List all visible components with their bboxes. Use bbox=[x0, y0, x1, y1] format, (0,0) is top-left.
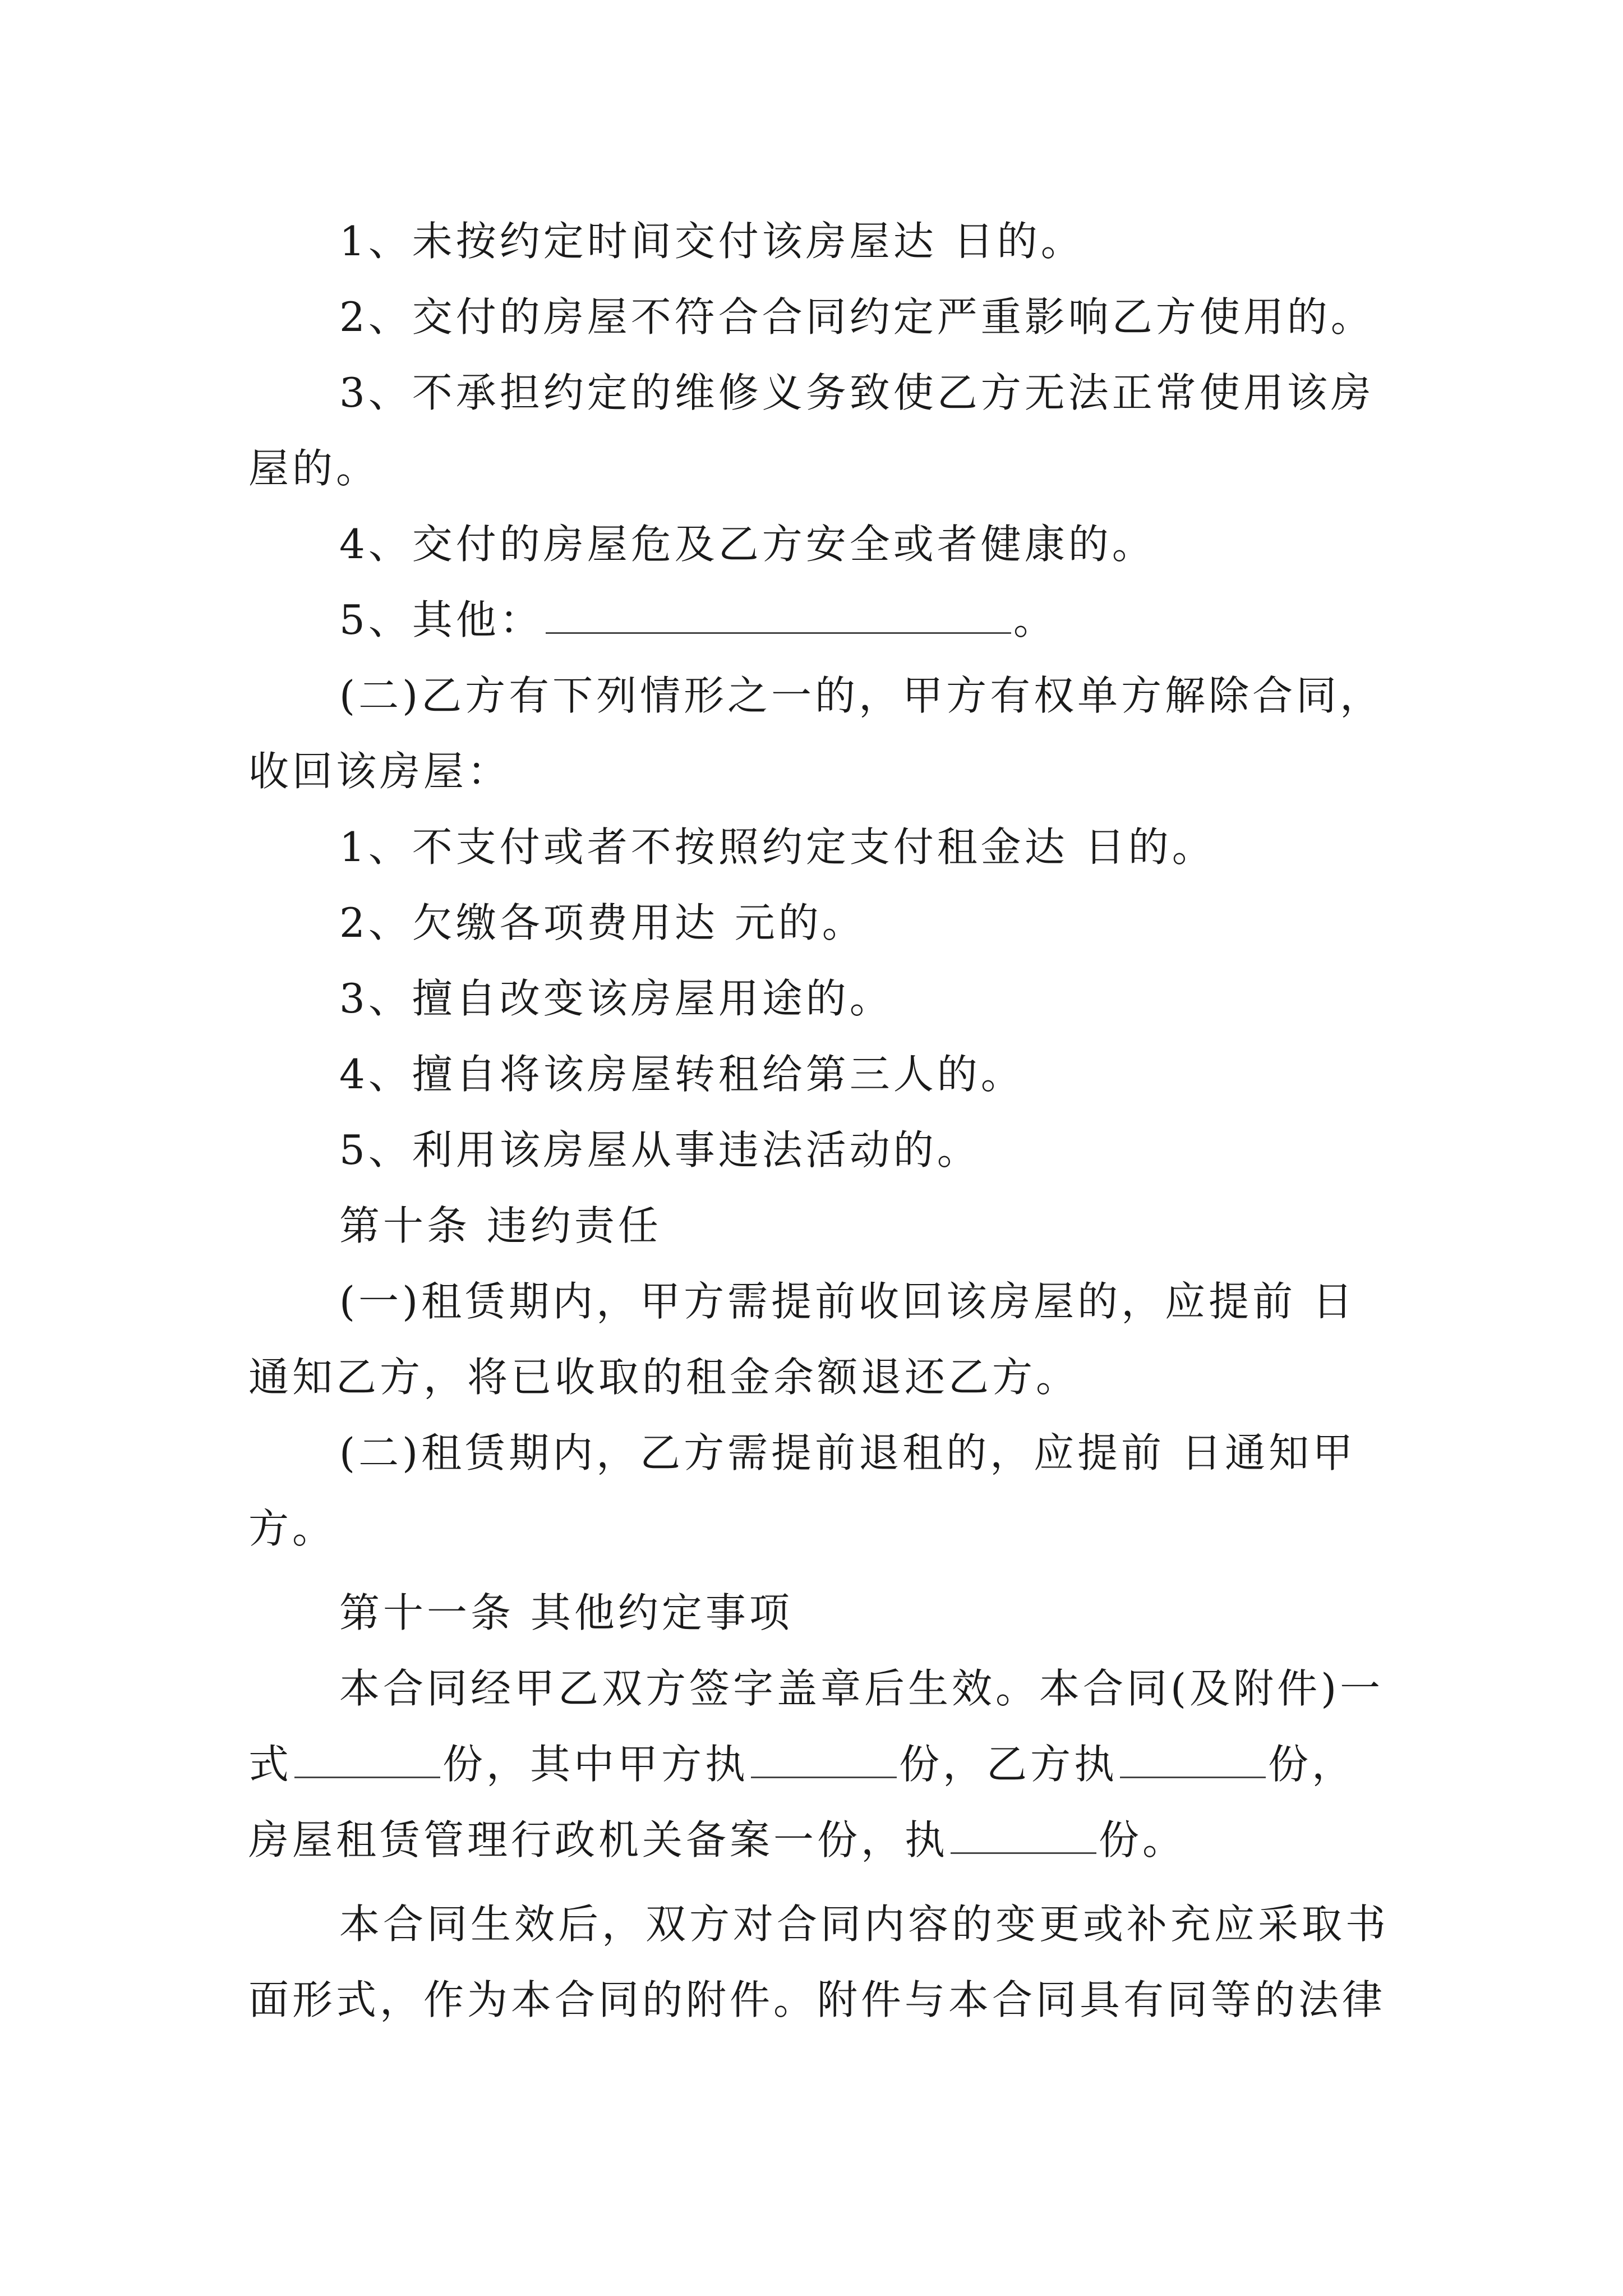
fill-blank bbox=[294, 1737, 440, 1778]
article-10-item-2-line-2: 方。 bbox=[248, 1505, 336, 1552]
article-10-item-1-line-1: (一)租赁期内，甲方需提前收回该房屋的，应提前 日 bbox=[339, 1278, 1357, 1325]
section-2-line-1: (二)乙方有下列情形之一的，甲方有权单方解除合同， bbox=[339, 672, 1384, 719]
article-11-para-1-line-3 bbox=[248, 1809, 1186, 1871]
breach-item-3: 3、擅自改变该房屋用途的。 bbox=[339, 975, 893, 1022]
clause-item-5 bbox=[339, 589, 1057, 651]
breach-item-4: 4、擅自将该房屋转租给第三人的。 bbox=[339, 1051, 1025, 1098]
text-segment: 份，其中甲方执 bbox=[442, 1741, 749, 1788]
article-11-para-2-line-2: 面形式，作为本合同的附件。附件与本合同具有同等的法律 bbox=[248, 1976, 1386, 2023]
fill-blank bbox=[951, 1813, 1096, 1854]
breach-item-2: 2、欠缴各项费用达 元的。 bbox=[339, 899, 866, 946]
article-10-item-2-line-1: (二)租赁期内，乙方需提前退租的，应提前 日通知甲 bbox=[339, 1429, 1357, 1476]
clause-item-3-line-2: 屋的。 bbox=[248, 445, 380, 492]
clause-item-5-label: 5、其他： bbox=[339, 596, 543, 643]
clause-item-1: 1、未按约定时间交付该房屋达 日的。 bbox=[339, 218, 1085, 265]
fill-blank bbox=[546, 593, 1011, 634]
clause-item-4: 4、交付的房屋危及乙方安全或者健康的。 bbox=[339, 521, 1156, 568]
fill-blank bbox=[751, 1737, 897, 1778]
fill-blank bbox=[1120, 1737, 1266, 1778]
article-10-heading: 第十条 违约责任 bbox=[339, 1202, 662, 1249]
text-segment: 份。 bbox=[1099, 1816, 1187, 1864]
article-10-item-1-line-2: 通知乙方，将已收取的租金余额退还乙方。 bbox=[248, 1354, 1080, 1401]
article-11-heading: 第十一条 其他约定事项 bbox=[339, 1589, 793, 1636]
text-segment: 房屋租赁管理行政机关备案一份，执 bbox=[248, 1816, 949, 1864]
article-11-para-2-line-1: 本合同生效后，双方对合同内容的变更或补充应采取书 bbox=[339, 1901, 1390, 1948]
breach-item-5: 5、利用该房屋从事违法活动的。 bbox=[339, 1126, 981, 1174]
article-11-para-1-line-2 bbox=[248, 1733, 1355, 1795]
section-2-line-2: 收回该房屋： bbox=[248, 748, 511, 795]
clause-item-3-line-1: 3、不承担约定的维修义务致使乙方无法正常使用该房 bbox=[339, 369, 1375, 416]
text-segment: 式 bbox=[248, 1741, 293, 1788]
text-segment: 份， bbox=[1268, 1741, 1356, 1788]
clause-item-2: 2、交付的房屋不符合合同约定严重影响乙方使用的。 bbox=[339, 293, 1375, 341]
article-11-para-1-line-1: 本合同经甲乙双方签字盖章后生效。本合同(及附件)一 bbox=[339, 1665, 1384, 1712]
breach-item-1: 1、不支付或者不按照约定支付租金达 日的。 bbox=[339, 823, 1216, 871]
text-segment: 份，乙方执 bbox=[899, 1741, 1118, 1788]
clause-item-5-end: 。 bbox=[1013, 596, 1057, 643]
